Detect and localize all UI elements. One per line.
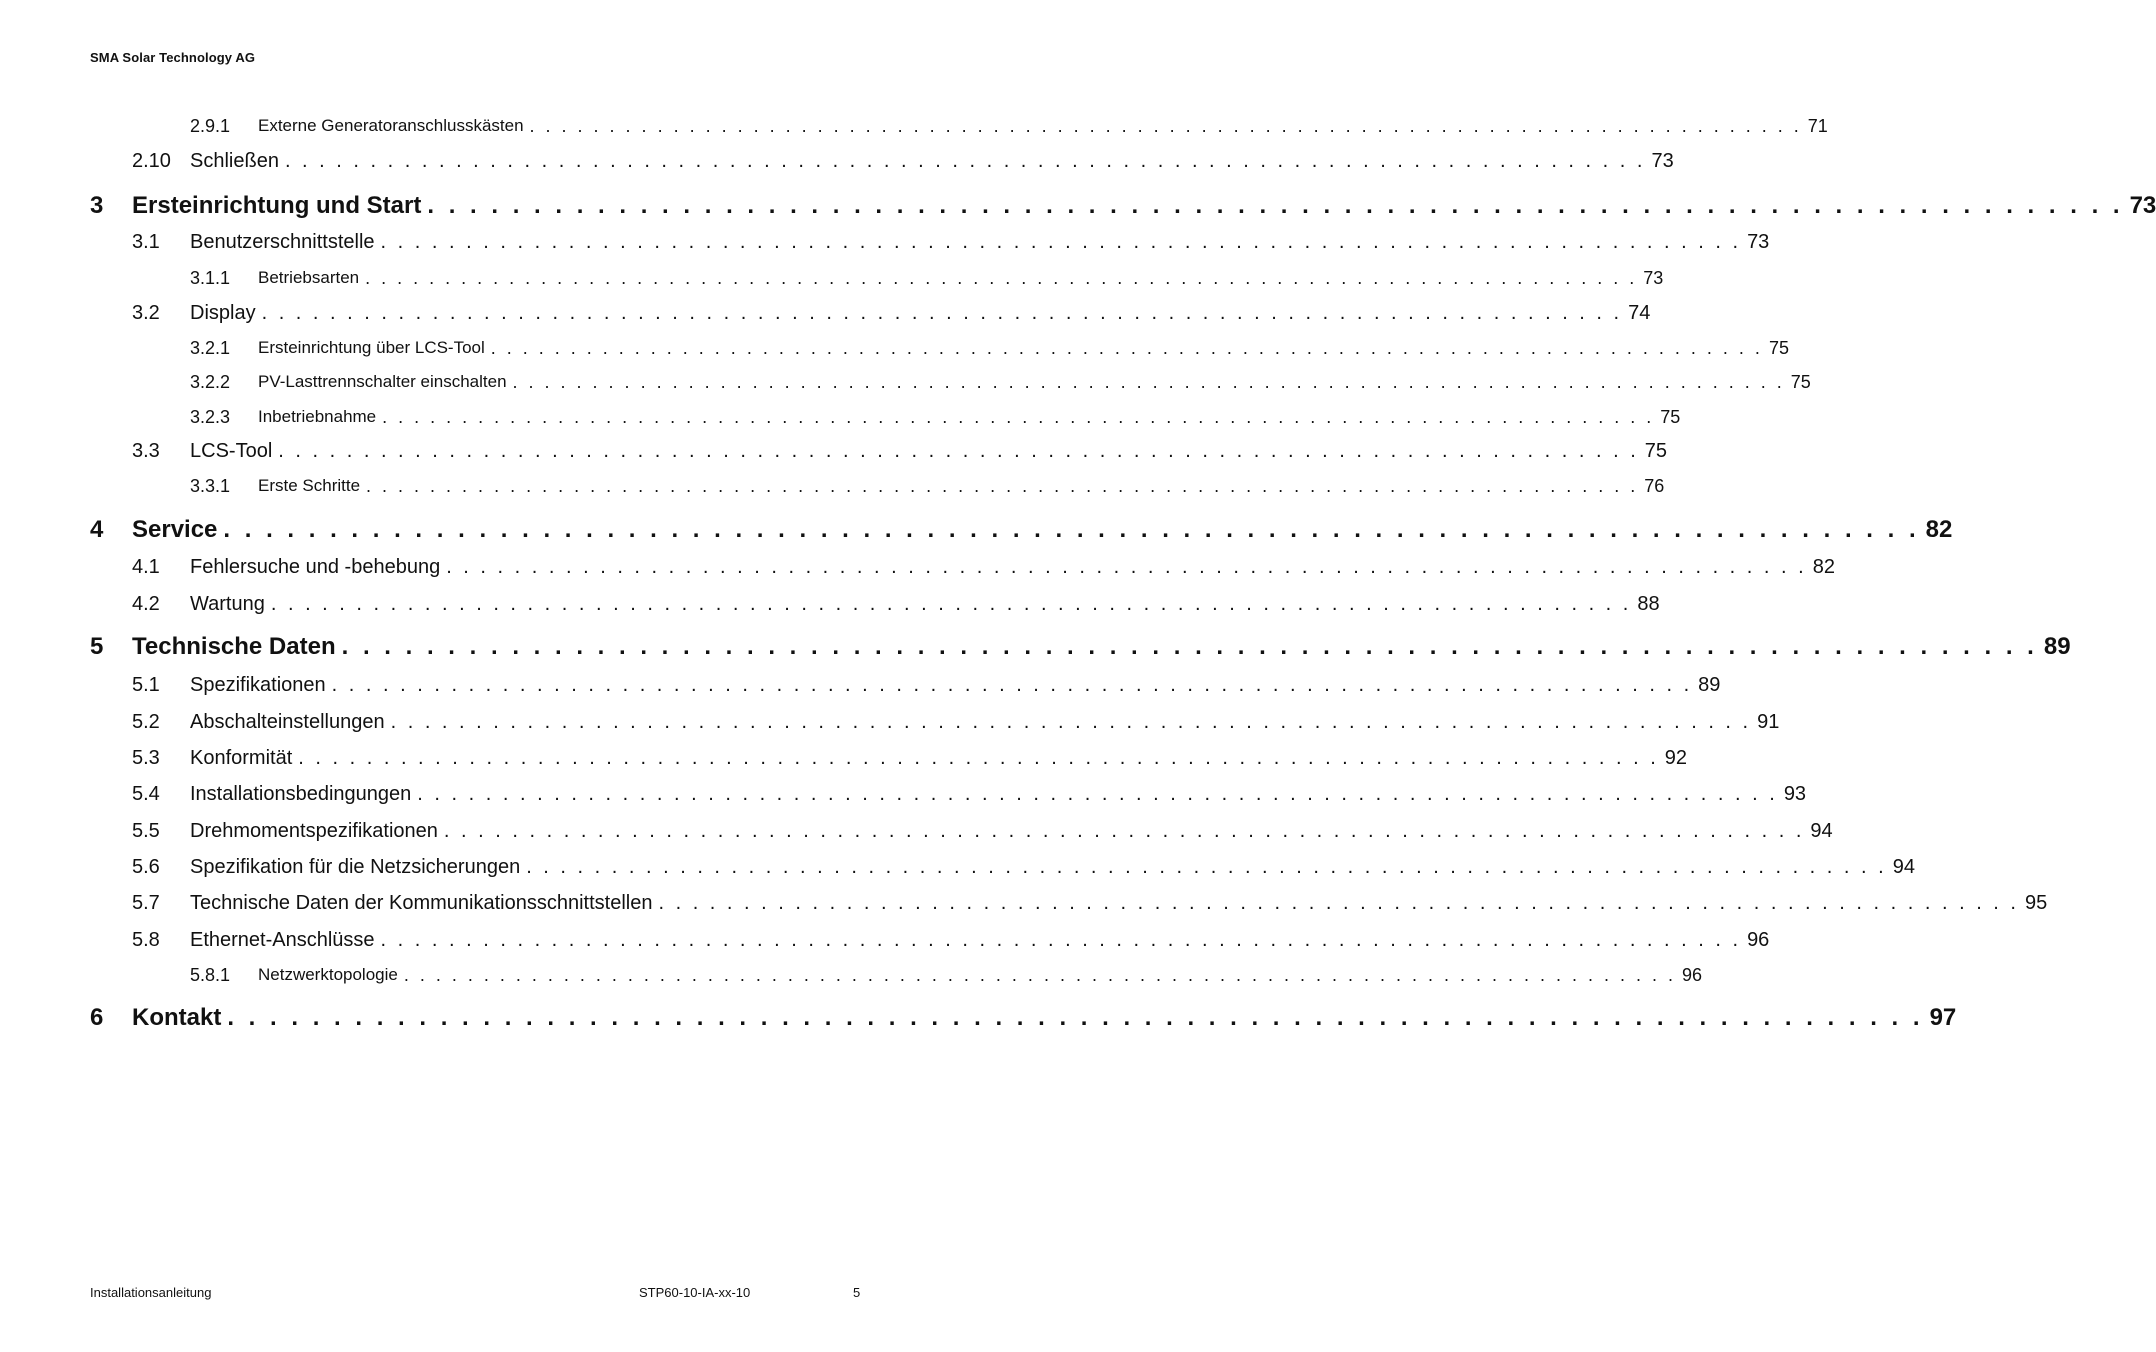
- toc-entry-title: Benutzerschnittstelle: [190, 230, 375, 253]
- toc-entry-page: 89: [1698, 673, 1721, 696]
- toc-entry-title: Spezifikation für die Netzsicherungen: [190, 855, 521, 878]
- toc-entry-title: Installationsbedingungen: [190, 782, 412, 805]
- toc-entry[interactable]: [0, 401, 1681, 433]
- toc-entry-number: 5.5: [132, 819, 160, 842]
- toc-dot-leader: . . . . . . . . . . . . . . . . . . . . . . . . . . . . . . . . . . . . . . . . . . . . . . . . . . . . . . . . . . . . . . . . . . . . . . . . . . . . . . . .: [382, 406, 1655, 427]
- toc-dot-leader: . . . . . . . . . . . . . . . . . . . . . . . . . . . . . . . . . . . . . . . . . . . . . . . . . . . . . . . . . . . . . . . . . . . . . . . . . . . . . . . .: [284, 149, 1646, 172]
- toc-entry-title: LCS-Tool: [190, 439, 273, 462]
- toc-entry-title: Betriebsarten: [258, 268, 360, 287]
- toc-entry[interactable]: [0, 110, 1828, 142]
- toc-entry[interactable]: [0, 851, 1915, 883]
- toc-entry-title: Netzwerktopologie: [258, 965, 398, 984]
- toc-entry-title: Ersteinrichtung und Start: [132, 192, 422, 219]
- toc-entry-title: Inbetriebnahme: [258, 407, 377, 426]
- toc-entry-number: 5.3: [132, 746, 160, 769]
- toc-entry-number: 5: [90, 633, 104, 660]
- toc-entry-number: 5.8.1: [190, 964, 231, 985]
- toc-dot-leader: . . . . . . . . . . . . . . . . . . . . . . . . . . . . . . . . . . . . . . . . . . . . . . . . . . . . . . . . . . . . . . . . . . . . . . . . . . . . . . . .: [490, 337, 1763, 358]
- toc-entry-number: 3.1: [132, 230, 160, 253]
- toc-entry-number: 4.2: [132, 592, 160, 615]
- toc-entry-title: Spezifikationen: [190, 673, 326, 696]
- toc-entry[interactable]: [0, 924, 1770, 956]
- toc-entry-number: 3: [90, 192, 104, 219]
- toc-entry-number: 3.2.3: [190, 406, 231, 427]
- toc-entry-number: 2.10: [132, 149, 171, 172]
- toc-entry-page: 71: [1807, 115, 1828, 136]
- toc-entry-number: 3.3: [132, 439, 160, 462]
- toc-entry[interactable]: [0, 1002, 1957, 1034]
- toc-entry[interactable]: [0, 669, 1721, 701]
- toc-dot-leader: . . . . . . . . . . . . . . . . . . . . . . . . . . . . . . . . . . . . . . . . . . . . . . . . . . . . . . . . . . . . . . . . . . . . . . . . . . . . . . . .: [380, 928, 1742, 951]
- toc-entry-page: 75: [1660, 406, 1681, 427]
- toc-entry-page: 88: [1637, 592, 1660, 615]
- toc-entry-number: 3.2.1: [190, 337, 231, 358]
- toc-entry[interactable]: [0, 145, 1674, 177]
- toc-dot-leader: . . . . . . . . . . . . . . . . . . . . . . . . . . . . . . . . . . . . . . . . . . . . . . . . . . . . . . . . . . . . . . . . . . . . . . . . . . . . . . . .: [341, 633, 2038, 660]
- toc-entry-number: 6: [90, 1004, 104, 1031]
- toc-entry-title: Ersteinrichtung über LCS-Tool: [258, 338, 485, 357]
- toc-entry[interactable]: [0, 631, 2071, 663]
- toc-dot-leader: . . . . . . . . . . . . . . . . . . . . . . . . . . . . . . . . . . . . . . . . . . . . . . . . . . . . . . . . . . . . . . . . . . . . . . . . . . . . . . . .: [270, 592, 1632, 615]
- toc-entry[interactable]: [0, 332, 1789, 364]
- toc-entry-page: 91: [1757, 710, 1780, 733]
- toc-entry-title: Wartung: [190, 592, 265, 615]
- toc-dot-leader: . . . . . . . . . . . . . . . . . . . . . . . . . . . . . . . . . . . . . . . . . . . . . . . . . . . . . . . . . . . . . . . . . . . . . . . . . . . . . . . .: [278, 439, 1639, 462]
- toc-entry-title: Konformität: [190, 746, 293, 769]
- toc-entry[interactable]: [0, 190, 2156, 222]
- toc-entry-title: Erste Schritte: [258, 476, 361, 495]
- toc-entry-title: Schließen: [190, 149, 279, 172]
- toc-entry-number: 5.6: [132, 855, 160, 878]
- toc-dot-leader: . . . . . . . . . . . . . . . . . . . . . . . . . . . . . . . . . . . . . . . . . . . . . . . . . . . . . . . . . . . . . . . . . . . . . . . . . . . . . . . .: [223, 516, 1920, 543]
- toc-entry-title: Display: [190, 301, 256, 324]
- toc-dot-leader: . . . . . . . . . . . . . . . . . . . . . . . . . . . . . . . . . . . . . . . . . . . . . . . . . . . . . . . . . . . . . . . . . . . . . . . . . . . . . . . .: [380, 230, 1742, 253]
- toc-entry-page: 73: [1747, 230, 1770, 253]
- toc-dot-leader: . . . . . . . . . . . . . . . . . . . . . . . . . . . . . . . . . . . . . . . . . . . . . . . . . . . . . . . . . . . . . . . . . . . . . . . . . . . . . . . .: [331, 673, 1693, 696]
- toc-entry[interactable]: [0, 706, 1780, 738]
- toc-entry-title: Kontakt: [132, 1004, 222, 1031]
- toc-entry-page: 93: [1783, 782, 1807, 805]
- toc-entry-page: 89: [2043, 633, 2071, 660]
- toc-entry[interactable]: [0, 297, 1651, 329]
- toc-entry-number: 5.4: [132, 782, 160, 805]
- toc-entry[interactable]: [0, 588, 1660, 620]
- toc-entry[interactable]: [0, 226, 1770, 258]
- toc-entry-number: 4: [90, 516, 104, 543]
- toc-entry-page: 75: [1644, 439, 1668, 462]
- toc-entry[interactable]: [0, 815, 1833, 847]
- toc-entry[interactable]: [0, 435, 1668, 467]
- toc-entry-number: 4.1: [132, 555, 160, 578]
- toc-entry-page: 73: [1643, 267, 1664, 288]
- toc-entry-number: 3.2: [132, 301, 160, 324]
- toc-dot-leader: . . . . . . . . . . . . . . . . . . . . . . . . . . . . . . . . . . . . . . . . . . . . . . . . . . . . . . . . . . . . . . . . . . . . . . . . . . . . . . . .: [365, 267, 1638, 288]
- toc-entry-page: 82: [1925, 516, 1953, 543]
- toc-entry[interactable]: [0, 778, 1807, 810]
- toc-dot-leader: . . . . . . . . . . . . . . . . . . . . . . . . . . . . . . . . . . . . . . . . . . . . . . . . . . . . . . . . . . . . . . . . . . . . . . . . . . . . . . . .: [658, 891, 2019, 914]
- toc-entry-page: 94: [1810, 819, 1833, 842]
- toc-entry-page: 95: [2024, 891, 2048, 914]
- toc-dot-leader: . . . . . . . . . . . . . . . . . . . . . . . . . . . . . . . . . . . . . . . . . . . . . . . . . . . . . . . . . . . . . . . . . . . . . . . . . . . . . . . .: [298, 746, 1659, 769]
- toc-entry-page: 74: [1628, 301, 1651, 324]
- toc-entry-title: Technische Daten der Kommunikationsschnittstellen: [190, 891, 653, 914]
- toc-entry-page: 92: [1664, 746, 1688, 769]
- toc-dot-leader: . . . . . . . . . . . . . . . . . . . . . . . . . . . . . . . . . . . . . . . . . . . . . . . . . . . . . . . . . . . . . . . . . . . . . . . . . . . . . . . .: [512, 371, 1785, 392]
- toc-entry[interactable]: [0, 742, 1688, 774]
- toc-dot-leader: . . . . . . . . . . . . . . . . . . . . . . . . . . . . . . . . . . . . . . . . . . . . . . . . . . . . . . . . . . . . . . . . . . . . . . . . . . . . . . . .: [427, 192, 2124, 219]
- toc-entry-title: Service: [132, 516, 218, 543]
- toc-entry-number: 5.7: [132, 891, 160, 914]
- toc-entry-title: Technische Daten: [132, 633, 336, 660]
- toc-entry[interactable]: [0, 514, 1953, 546]
- toc-dot-leader: . . . . . . . . . . . . . . . . . . . . . . . . . . . . . . . . . . . . . . . . . . . . . . . . . . . . . . . . . . . . . . . . . . . . . . . . . . . . . . . .: [366, 475, 1639, 496]
- toc-entry-number: 5.1: [132, 673, 160, 696]
- toc-dot-leader: . . . . . . . . . . . . . . . . . . . . . . . . . . . . . . . . . . . . . . . . . . . . . . . . . . . . . . . . . . . . . . . . . . . . . . . . . . . . . . . .: [417, 782, 1778, 805]
- toc-entry-number: 5.8: [132, 928, 160, 951]
- toc-entry[interactable]: [0, 262, 1664, 294]
- toc-dot-leader: . . . . . . . . . . . . . . . . . . . . . . . . . . . . . . . . . . . . . . . . . . . . . . . . . . . . . . . . . . . . . . . . . . . . . . . . . . . . . . . .: [403, 964, 1677, 985]
- toc-entry-page: 96: [1747, 928, 1770, 951]
- toc-entry[interactable]: [0, 470, 1665, 502]
- toc-dot-leader: . . . . . . . . . . . . . . . . . . . . . . . . . . . . . . . . . . . . . . . . . . . . . . . . . . . . . . . . . . . . . . . . . . . . . . . . . . . . . . . .: [526, 855, 1887, 878]
- footer-page-number: 5: [853, 1285, 861, 1300]
- toc-entry-title: Ethernet-Anschlüsse: [190, 928, 375, 951]
- toc-entry-page: 97: [1929, 1004, 1957, 1031]
- toc-entry-title: PV-Lasttrennschalter einschalten: [258, 372, 507, 391]
- toc-entry[interactable]: [0, 551, 1835, 583]
- toc-entry-page: 96: [1682, 964, 1703, 985]
- toc-dot-leader: . . . . . . . . . . . . . . . . . . . . . . . . . . . . . . . . . . . . . . . . . . . . . . . . . . . . . . . . . . . . . . . . . . . . . . . . . . . . . . . .: [390, 710, 1752, 733]
- toc-dot-leader: . . . . . . . . . . . . . . . . . . . . . . . . . . . . . . . . . . . . . . . . . . . . . . . . . . . . . . . . . . . . . . . . . . . . . . . . . . . . . . . .: [446, 555, 1807, 578]
- page-header-company: SMA Solar Technology AG: [90, 50, 256, 65]
- toc-entry-title: Fehlersuche und -behebung: [190, 555, 441, 578]
- toc-dot-leader: . . . . . . . . . . . . . . . . . . . . . . . . . . . . . . . . . . . . . . . . . . . . . . . . . . . . . . . . . . . . . . . . . . . . . . . . . . . . . . . .: [529, 115, 1802, 136]
- toc-entry[interactable]: [0, 366, 1811, 398]
- footer-doc-type: Installationsanleitung: [90, 1285, 212, 1300]
- toc-entry-page: 73: [1651, 149, 1674, 172]
- toc-entry-title: Externe Generatoranschlusskästen: [258, 116, 524, 135]
- toc-dot-leader: . . . . . . . . . . . . . . . . . . . . . . . . . . . . . . . . . . . . . . . . . . . . . . . . . . . . . . . . . . . . . . . . . . . . . . . . . . . . . . . .: [261, 301, 1623, 324]
- toc-entry-number: 5.2: [132, 710, 160, 733]
- toc-entry-page: 75: [1768, 337, 1789, 358]
- toc-entry-title: Abschalteinstellungen: [190, 710, 385, 733]
- toc-entry[interactable]: [0, 959, 1703, 991]
- toc-entry-page: 73: [2129, 192, 2156, 219]
- toc-entry-page: 94: [1892, 855, 1915, 878]
- toc-entry-page: 76: [1644, 475, 1665, 496]
- toc-entry-number: 2.9.1: [190, 115, 231, 136]
- toc-entry-number: 3.3.1: [190, 475, 231, 496]
- toc-dot-leader: . . . . . . . . . . . . . . . . . . . . . . . . . . . . . . . . . . . . . . . . . . . . . . . . . . . . . . . . . . . . . . . . . . . . . . . . . . . . . . . .: [443, 819, 1805, 842]
- toc-entry-number: 3.2.2: [190, 371, 231, 392]
- toc-entry[interactable]: [0, 887, 2048, 919]
- toc-entry-page: 75: [1790, 371, 1811, 392]
- footer-doc-code: STP60-10-IA-xx-10: [639, 1285, 751, 1300]
- toc-entry-title: Drehmomentspezifikationen: [190, 819, 438, 842]
- toc-entry-page: 82: [1812, 555, 1835, 578]
- toc-dot-leader: . . . . . . . . . . . . . . . . . . . . . . . . . . . . . . . . . . . . . . . . . . . . . . . . . . . . . . . . . . . . . . . . . . . . . . . . . . . . . . . .: [227, 1004, 1924, 1031]
- toc-entry-number: 3.1.1: [190, 267, 231, 288]
